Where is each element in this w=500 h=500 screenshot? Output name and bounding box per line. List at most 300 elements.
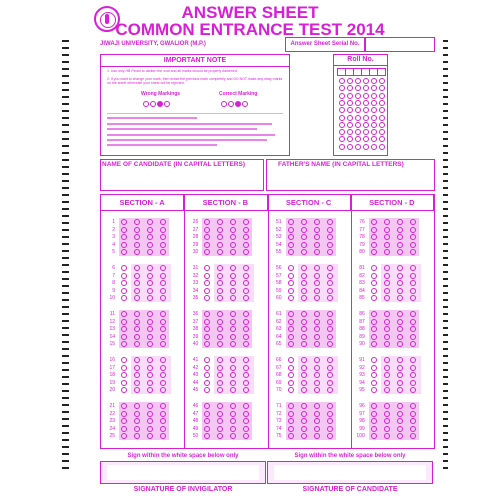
answer-bubble[interactable] — [160, 242, 166, 248]
answer-bubble[interactable] — [288, 326, 294, 332]
answer-bubble[interactable] — [397, 411, 403, 417]
answer-bubble[interactable] — [134, 273, 140, 279]
answer-bubble[interactable] — [314, 280, 320, 286]
answer-bubble[interactable] — [371, 295, 377, 301]
answer-bubble[interactable] — [371, 265, 377, 271]
roll-digit-bubble[interactable] — [371, 107, 377, 113]
answer-bubble[interactable] — [160, 357, 166, 363]
roll-digit-bubble[interactable] — [339, 78, 345, 84]
answer-bubble[interactable] — [314, 234, 320, 240]
answer-bubble[interactable] — [288, 280, 294, 286]
answer-bubble[interactable] — [327, 341, 333, 347]
answer-bubble[interactable] — [410, 319, 416, 325]
answer-bubble[interactable] — [121, 311, 127, 317]
answer-bubble[interactable] — [204, 273, 210, 279]
answer-bubble[interactable] — [384, 365, 390, 371]
serial-number-field[interactable] — [365, 37, 435, 52]
answer-bubble[interactable] — [301, 411, 307, 417]
answer-bubble[interactable] — [301, 326, 307, 332]
roll-digit-bubble[interactable] — [355, 115, 361, 121]
answer-bubble[interactable] — [327, 311, 333, 317]
answer-bubble[interactable] — [371, 380, 377, 386]
answer-bubble[interactable] — [397, 265, 403, 271]
answer-bubble[interactable] — [384, 219, 390, 225]
answer-bubble[interactable] — [384, 311, 390, 317]
answer-bubble[interactable] — [217, 365, 223, 371]
answer-bubble[interactable] — [397, 326, 403, 332]
answer-bubble[interactable] — [410, 311, 416, 317]
answer-bubble[interactable] — [134, 242, 140, 248]
answer-bubble[interactable] — [384, 280, 390, 286]
roll-digit-bubble[interactable] — [355, 144, 361, 150]
answer-bubble[interactable] — [134, 403, 140, 409]
answer-bubble[interactable] — [288, 319, 294, 325]
answer-bubble[interactable] — [410, 411, 416, 417]
answer-bubble[interactable] — [134, 357, 140, 363]
answer-bubble[interactable] — [327, 418, 333, 424]
answer-bubble[interactable] — [327, 365, 333, 371]
answer-bubble[interactable] — [230, 365, 236, 371]
answer-bubble[interactable] — [121, 387, 127, 393]
answer-bubble[interactable] — [384, 227, 390, 233]
answer-bubble[interactable] — [288, 227, 294, 233]
answer-bubble[interactable] — [384, 288, 390, 294]
answer-bubble[interactable] — [243, 227, 249, 233]
answer-bubble[interactable] — [121, 403, 127, 409]
answer-bubble[interactable] — [121, 227, 127, 233]
answer-bubble[interactable] — [314, 387, 320, 393]
answer-bubble[interactable] — [204, 380, 210, 386]
answer-bubble[interactable] — [147, 265, 153, 271]
answer-bubble[interactable] — [160, 403, 166, 409]
answer-bubble[interactable] — [314, 219, 320, 225]
roll-digit-bubble[interactable] — [339, 136, 345, 142]
roll-digit-bubble[interactable] — [379, 85, 385, 91]
roll-digit-bubble[interactable] — [363, 107, 369, 113]
answer-bubble[interactable] — [288, 265, 294, 271]
answer-bubble[interactable] — [121, 280, 127, 286]
answer-bubble[interactable] — [384, 334, 390, 340]
answer-bubble[interactable] — [147, 311, 153, 317]
answer-bubble[interactable] — [384, 426, 390, 432]
roll-digit-bubble[interactable] — [379, 100, 385, 106]
answer-bubble[interactable] — [327, 249, 333, 255]
answer-bubble[interactable] — [410, 227, 416, 233]
answer-bubble[interactable] — [288, 372, 294, 378]
answer-bubble[interactable] — [134, 288, 140, 294]
answer-bubble[interactable] — [160, 288, 166, 294]
answer-bubble[interactable] — [314, 372, 320, 378]
answer-bubble[interactable] — [134, 265, 140, 271]
answer-bubble[interactable] — [397, 242, 403, 248]
answer-bubble[interactable] — [121, 295, 127, 301]
answer-bubble[interactable] — [121, 265, 127, 271]
roll-digit-bubble[interactable] — [363, 78, 369, 84]
roll-digit-bubble[interactable] — [363, 93, 369, 99]
answer-bubble[interactable] — [327, 295, 333, 301]
answer-bubble[interactable] — [314, 319, 320, 325]
answer-bubble[interactable] — [288, 365, 294, 371]
answer-bubble[interactable] — [410, 380, 416, 386]
answer-bubble[interactable] — [384, 411, 390, 417]
roll-digit-bubble[interactable] — [363, 122, 369, 128]
answer-bubble[interactable] — [204, 357, 210, 363]
answer-bubble[interactable] — [147, 288, 153, 294]
answer-bubble[interactable] — [314, 426, 320, 432]
answer-bubble[interactable] — [371, 319, 377, 325]
answer-bubble[interactable] — [327, 426, 333, 432]
answer-bubble[interactable] — [301, 372, 307, 378]
answer-bubble[interactable] — [327, 242, 333, 248]
answer-bubble[interactable] — [160, 365, 166, 371]
answer-bubble[interactable] — [410, 234, 416, 240]
answer-bubble[interactable] — [410, 403, 416, 409]
answer-bubble[interactable] — [397, 426, 403, 432]
answer-bubble[interactable] — [204, 265, 210, 271]
answer-bubble[interactable] — [397, 234, 403, 240]
answer-bubble[interactable] — [397, 365, 403, 371]
answer-bubble[interactable] — [327, 227, 333, 233]
answer-bubble[interactable] — [121, 426, 127, 432]
roll-digit-bubble[interactable] — [355, 85, 361, 91]
roll-digit-bubble[interactable] — [355, 100, 361, 106]
answer-bubble[interactable] — [410, 334, 416, 340]
answer-bubble[interactable] — [121, 380, 127, 386]
answer-bubble[interactable] — [217, 411, 223, 417]
answer-bubble[interactable] — [314, 403, 320, 409]
answer-bubble[interactable] — [301, 341, 307, 347]
answer-bubble[interactable] — [397, 380, 403, 386]
answer-bubble[interactable] — [288, 295, 294, 301]
answer-bubble[interactable] — [397, 418, 403, 424]
answer-bubble[interactable] — [160, 311, 166, 317]
answer-bubble[interactable] — [230, 227, 236, 233]
answer-bubble[interactable] — [371, 387, 377, 393]
answer-bubble[interactable] — [134, 219, 140, 225]
answer-bubble[interactable] — [147, 273, 153, 279]
roll-digit-bubble[interactable] — [379, 78, 385, 84]
answer-bubble[interactable] — [384, 242, 390, 248]
answer-bubble[interactable] — [160, 319, 166, 325]
answer-bubble[interactable] — [121, 273, 127, 279]
answer-bubble[interactable] — [301, 242, 307, 248]
answer-bubble[interactable] — [301, 219, 307, 225]
answer-bubble[interactable] — [217, 319, 223, 325]
invigilator-signature-field[interactable] — [100, 461, 266, 484]
roll-digit-bubble[interactable] — [355, 78, 361, 84]
roll-digit-bubble[interactable] — [355, 129, 361, 135]
answer-bubble[interactable] — [410, 288, 416, 294]
answer-bubble[interactable] — [410, 357, 416, 363]
roll-digit-bubble[interactable] — [371, 85, 377, 91]
roll-digit-bubble[interactable] — [363, 136, 369, 142]
answer-bubble[interactable] — [384, 357, 390, 363]
roll-digit-bubble[interactable] — [347, 78, 353, 84]
answer-bubble[interactable] — [301, 311, 307, 317]
answer-bubble[interactable] — [204, 280, 210, 286]
answer-bubble[interactable] — [288, 433, 294, 439]
answer-bubble[interactable] — [204, 227, 210, 233]
answer-bubble[interactable] — [314, 365, 320, 371]
roll-digit-bubble[interactable] — [339, 144, 345, 150]
answer-bubble[interactable] — [288, 418, 294, 424]
roll-digit-bubble[interactable] — [379, 129, 385, 135]
answer-bubble[interactable] — [160, 334, 166, 340]
answer-bubble[interactable] — [371, 365, 377, 371]
answer-bubble[interactable] — [410, 418, 416, 424]
answer-bubble[interactable] — [314, 311, 320, 317]
answer-bubble[interactable] — [160, 219, 166, 225]
answer-bubble[interactable] — [410, 372, 416, 378]
roll-digit-bubble[interactable] — [339, 85, 345, 91]
answer-bubble[interactable] — [314, 341, 320, 347]
answer-bubble[interactable] — [121, 334, 127, 340]
answer-bubble[interactable] — [314, 418, 320, 424]
answer-bubble[interactable] — [160, 265, 166, 271]
answer-bubble[interactable] — [384, 326, 390, 332]
answer-bubble[interactable] — [397, 227, 403, 233]
answer-bubble[interactable] — [397, 372, 403, 378]
answer-bubble[interactable] — [288, 380, 294, 386]
answer-bubble[interactable] — [384, 418, 390, 424]
answer-bubble[interactable] — [147, 242, 153, 248]
answer-bubble[interactable] — [243, 411, 249, 417]
answer-bubble[interactable] — [288, 249, 294, 255]
answer-bubble[interactable] — [301, 380, 307, 386]
answer-bubble[interactable] — [204, 387, 210, 393]
answer-bubble[interactable] — [314, 265, 320, 271]
roll-digit-bubble[interactable] — [379, 115, 385, 121]
roll-digit-bubble[interactable] — [363, 100, 369, 106]
answer-bubble[interactable] — [327, 387, 333, 393]
answer-bubble[interactable] — [371, 280, 377, 286]
roll-digit-bubble[interactable] — [347, 100, 353, 106]
answer-bubble[interactable] — [204, 319, 210, 325]
roll-digit-bubble[interactable] — [363, 144, 369, 150]
answer-bubble[interactable] — [160, 380, 166, 386]
roll-digit-bubble[interactable] — [379, 93, 385, 99]
answer-bubble[interactable] — [397, 403, 403, 409]
answer-bubble[interactable] — [371, 418, 377, 424]
answer-bubble[interactable] — [314, 295, 320, 301]
answer-bubble[interactable] — [410, 273, 416, 279]
answer-bubble[interactable] — [204, 372, 210, 378]
roll-digit-bubble[interactable] — [363, 129, 369, 135]
answer-bubble[interactable] — [314, 334, 320, 340]
answer-bubble[interactable] — [147, 357, 153, 363]
answer-bubble[interactable] — [217, 227, 223, 233]
roll-digit-bubble[interactable] — [347, 93, 353, 99]
answer-bubble[interactable] — [301, 273, 307, 279]
answer-bubble[interactable] — [371, 334, 377, 340]
roll-digit-bubble[interactable] — [371, 100, 377, 106]
answer-bubble[interactable] — [288, 426, 294, 432]
answer-bubble[interactable] — [288, 387, 294, 393]
answer-bubble[interactable] — [410, 265, 416, 271]
answer-bubble[interactable] — [301, 334, 307, 340]
answer-bubble[interactable] — [327, 265, 333, 271]
answer-bubble[interactable] — [371, 311, 377, 317]
answer-bubble[interactable] — [147, 227, 153, 233]
answer-bubble[interactable] — [327, 280, 333, 286]
answer-bubble[interactable] — [134, 426, 140, 432]
roll-digit-bubble[interactable] — [355, 93, 361, 99]
answer-bubble[interactable] — [371, 357, 377, 363]
roll-digit-bubble[interactable] — [347, 136, 353, 142]
answer-bubble[interactable] — [121, 242, 127, 248]
answer-bubble[interactable] — [371, 403, 377, 409]
answer-bubble[interactable] — [288, 234, 294, 240]
answer-bubble[interactable] — [410, 280, 416, 286]
answer-bubble[interactable] — [314, 326, 320, 332]
roll-digit-bubble[interactable] — [355, 122, 361, 128]
answer-bubble[interactable] — [371, 372, 377, 378]
answer-bubble[interactable] — [301, 227, 307, 233]
roll-number-grid[interactable] — [333, 54, 388, 156]
answer-bubble[interactable] — [288, 411, 294, 417]
roll-digit-bubble[interactable] — [339, 129, 345, 135]
candidate-signature-field[interactable] — [267, 461, 433, 484]
answer-bubble[interactable] — [288, 242, 294, 248]
answer-bubble[interactable] — [384, 273, 390, 279]
answer-bubble[interactable] — [147, 380, 153, 386]
answer-bubble[interactable] — [384, 265, 390, 271]
answer-bubble[interactable] — [371, 326, 377, 332]
answer-bubble[interactable] — [160, 426, 166, 432]
roll-digit-bubble[interactable] — [339, 100, 345, 106]
answer-bubble[interactable] — [327, 219, 333, 225]
answer-bubble[interactable] — [204, 288, 210, 294]
answer-bubble[interactable] — [301, 387, 307, 393]
roll-digit-bubble[interactable] — [347, 85, 353, 91]
answer-bubble[interactable] — [121, 219, 127, 225]
roll-digit-bubble[interactable] — [355, 107, 361, 113]
answer-bubble[interactable] — [288, 403, 294, 409]
roll-digit-bubble[interactable] — [347, 129, 353, 135]
answer-bubble[interactable] — [288, 334, 294, 340]
answer-bubble[interactable] — [121, 372, 127, 378]
roll-digit-bubble[interactable] — [347, 115, 353, 121]
roll-digit-bubble[interactable] — [339, 107, 345, 113]
answer-bubble[interactable] — [397, 357, 403, 363]
answer-bubble[interactable] — [121, 365, 127, 371]
answer-bubble[interactable] — [397, 319, 403, 325]
answer-bubble[interactable] — [314, 411, 320, 417]
answer-bubble[interactable] — [134, 411, 140, 417]
answer-bubble[interactable] — [314, 273, 320, 279]
answer-bubble[interactable] — [204, 295, 210, 301]
answer-bubble[interactable] — [147, 426, 153, 432]
answer-bubble[interactable] — [397, 288, 403, 294]
answer-bubble[interactable] — [147, 411, 153, 417]
answer-bubble[interactable] — [397, 311, 403, 317]
answer-bubble[interactable] — [327, 334, 333, 340]
answer-bubble[interactable] — [314, 249, 320, 255]
answer-bubble[interactable] — [134, 365, 140, 371]
roll-digit-bubble[interactable] — [371, 115, 377, 121]
answer-bubble[interactable] — [371, 411, 377, 417]
answer-bubble[interactable] — [327, 319, 333, 325]
answer-bubble[interactable] — [410, 326, 416, 332]
answer-bubble[interactable] — [371, 426, 377, 432]
answer-bubble[interactable] — [327, 372, 333, 378]
answer-bubble[interactable] — [327, 234, 333, 240]
answer-bubble[interactable] — [384, 234, 390, 240]
answer-bubble[interactable] — [327, 273, 333, 279]
roll-digit-bubble[interactable] — [379, 136, 385, 142]
roll-digit-bubble[interactable] — [371, 144, 377, 150]
answer-bubble[interactable] — [147, 319, 153, 325]
answer-bubble[interactable] — [301, 319, 307, 325]
roll-digit-bubble[interactable] — [347, 122, 353, 128]
answer-bubble[interactable] — [301, 357, 307, 363]
roll-digit-bubble[interactable] — [339, 122, 345, 128]
roll-digit-bubble[interactable] — [379, 122, 385, 128]
answer-bubble[interactable] — [327, 403, 333, 409]
answer-bubble[interactable] — [134, 334, 140, 340]
answer-bubble[interactable] — [230, 273, 236, 279]
answer-bubble[interactable] — [371, 273, 377, 279]
roll-digit-bubble[interactable] — [371, 136, 377, 142]
answer-bubble[interactable] — [314, 380, 320, 386]
answer-bubble[interactable] — [384, 380, 390, 386]
answer-bubble[interactable] — [397, 280, 403, 286]
answer-bubble[interactable] — [384, 319, 390, 325]
roll-digit-bubble[interactable] — [379, 107, 385, 113]
answer-bubble[interactable] — [134, 311, 140, 317]
roll-digit-bubble[interactable] — [347, 107, 353, 113]
answer-bubble[interactable] — [327, 288, 333, 294]
answer-bubble[interactable] — [288, 219, 294, 225]
answer-bubble[interactable] — [147, 403, 153, 409]
answer-bubble[interactable] — [160, 411, 166, 417]
roll-digit-bubble[interactable] — [371, 93, 377, 99]
answer-bubble[interactable] — [301, 288, 307, 294]
answer-bubble[interactable] — [327, 433, 333, 439]
answer-bubble[interactable] — [134, 227, 140, 233]
answer-bubble[interactable] — [314, 357, 320, 363]
answer-bubble[interactable] — [314, 433, 320, 439]
roll-digit-bubble[interactable] — [363, 115, 369, 121]
answer-bubble[interactable] — [301, 426, 307, 432]
roll-digit-bubble[interactable] — [347, 144, 353, 150]
answer-bubble[interactable] — [288, 273, 294, 279]
answer-bubble[interactable] — [204, 365, 210, 371]
answer-bubble[interactable] — [410, 219, 416, 225]
answer-bubble[interactable] — [243, 365, 249, 371]
roll-digit-bubble[interactable] — [379, 144, 385, 150]
answer-bubble[interactable] — [301, 280, 307, 286]
answer-bubble[interactable] — [121, 319, 127, 325]
answer-bubble[interactable] — [397, 334, 403, 340]
answer-bubble[interactable] — [410, 365, 416, 371]
answer-bubble[interactable] — [384, 372, 390, 378]
roll-digit-bubble[interactable] — [339, 115, 345, 121]
answer-bubble[interactable] — [371, 288, 377, 294]
answer-bubble[interactable] — [230, 319, 236, 325]
answer-bubble[interactable] — [301, 265, 307, 271]
answer-bubble[interactable] — [160, 273, 166, 279]
answer-bubble[interactable] — [301, 418, 307, 424]
answer-bubble[interactable] — [371, 219, 377, 225]
answer-bubble[interactable] — [371, 227, 377, 233]
answer-bubble[interactable] — [288, 288, 294, 294]
roll-digit-bubble[interactable] — [371, 122, 377, 128]
answer-bubble[interactable] — [371, 234, 377, 240]
answer-bubble[interactable] — [314, 242, 320, 248]
answer-bubble[interactable] — [288, 311, 294, 317]
roll-digit-bubble[interactable] — [371, 78, 377, 84]
